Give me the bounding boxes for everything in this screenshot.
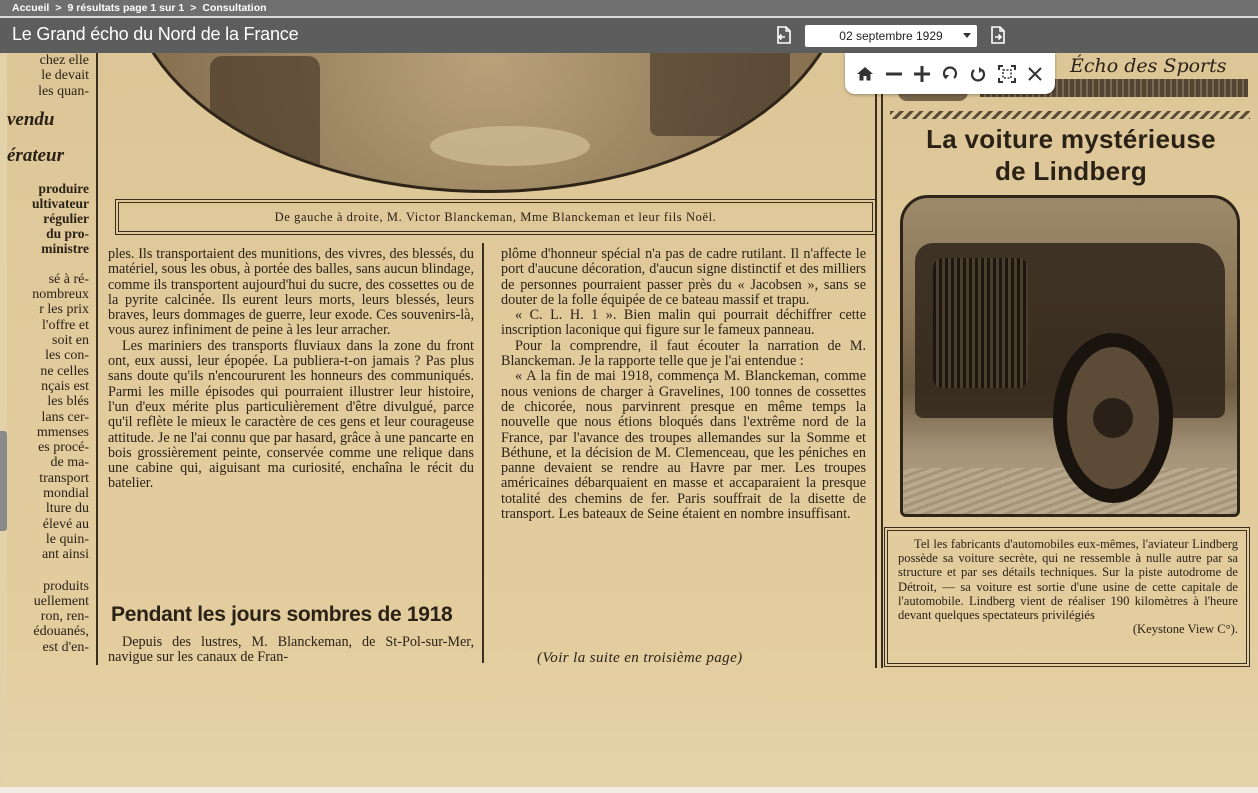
headline-line: de Lindberg <box>994 156 1148 186</box>
breadcrumb <box>0 0 1258 16</box>
left-line: es procé- <box>38 440 89 456</box>
breadcrumb-separator: > <box>190 2 197 14</box>
issue-date-select[interactable] <box>805 25 977 47</box>
fit-screen-button[interactable] <box>995 62 1019 86</box>
left-line: soit en <box>52 333 89 349</box>
article-column-1 <box>108 247 474 492</box>
left-line: lture du <box>45 501 89 517</box>
car-caption <box>887 530 1247 664</box>
left-line: ne celles <box>40 363 89 379</box>
left-line: l'offre et <box>42 317 89 333</box>
close-viewer-button[interactable] <box>1023 62 1047 86</box>
article-paragraph: « A la fin de mai 1918, commença M. Blanckeman, comme nous venions de charger à Gravelines, 100 tonnes de cossettes de chicorée, nous parvinrent presque en même temps la nouvelle que nous étions bloqués dans l'extrême nord de la France, par l'avance des troupes allemandes sur la Somme et Béthune, et la décision de M. Clemenceau, que les péniches en panne devaient se rendre au Havre par mer. Les troupes américaines débarquaient en masse et accaparaient la presque totalité des chemins de fer. Paris souffrait de la disette de transport. Les bateaux de Seine étaient en nombre insuffisant. <box>501 368 866 523</box>
viewer-bottom-edge <box>0 787 1258 793</box>
left-line: nçais est <box>41 378 89 394</box>
fit-screen-icon <box>997 64 1017 84</box>
breadcrumb-results-link[interactable]: 9 résultats page 1 sur 1 <box>67 2 185 14</box>
column-rule <box>482 243 484 663</box>
article-subheading: Pendant les jours sombres de 1918 <box>111 603 453 626</box>
column-rule <box>875 53 877 668</box>
left-top-line: les quan- <box>38 83 89 99</box>
left-line: mmenses <box>36 424 89 440</box>
continued-note: (Voir la suite en troisième page) <box>537 650 743 666</box>
headline-line: La voiture mystérieuse <box>926 124 1216 154</box>
zoom-out-icon <box>884 64 904 84</box>
article-paragraph: « C. L. H. 1 ». Bien malin qui pourrait déchiffrer cette inscription laconique qui figure sur le fameux panneau. <box>501 307 866 339</box>
left-bold-line: du pro- <box>46 225 89 241</box>
article-paragraph: Les mariniers des transports fluviaux dans la zone du front ont, eux aussi, leur épopée. La publiera-t-on jamais ? Pas plus sans doute qu'ils n'encoururent les honneurs des communiqués. Parmi les mille épisodes qui pourraient illustrer leur histoire, l'un d'eux mérite plus particulièrement d'être divulgué, parce qu'il reflète le mieux le caractère de ces gens et leur courageuse attitude. Je ne l'ai connu que par hasard, grâce à une pancarte en bois grossièrement peinte, conservée comme une relique dans une cabine qui, aiguisant ma curiosité, enchaîna le récit du batelier. <box>108 337 474 492</box>
masthead-script: Écho des Sports <box>1070 55 1227 77</box>
rotate-right-icon <box>968 64 988 84</box>
left-line: produits <box>43 578 89 594</box>
left-bold-line: produire <box>38 180 89 196</box>
photo-caption: De gauche à droite, M. Victor Blanckeman, Mme Blanckeman et leur fils Noël. <box>118 202 873 232</box>
left-bold-line: régulier <box>43 210 89 226</box>
zoom-in-button[interactable] <box>910 62 934 86</box>
left-line: ant ainsi <box>41 547 89 563</box>
title-bar <box>0 16 1258 53</box>
left-line: les con- <box>45 348 89 364</box>
photo-caption-box <box>115 199 876 235</box>
chevron-down-icon <box>963 33 971 38</box>
viewer-toolbar <box>845 53 1055 94</box>
left-column-fragment <box>7 53 89 673</box>
left-line: le quin- <box>45 531 89 547</box>
family-photo <box>127 53 847 193</box>
home-button[interactable] <box>853 62 877 86</box>
left-top-line: chez elle <box>39 53 89 68</box>
left-line: est d'en- <box>42 639 89 655</box>
column-rule <box>881 53 883 668</box>
left-heading: érateur <box>7 144 64 166</box>
article-paragraph: plôme d'honneur spécial n'a pas de cadre rutilant. Il n'affecte le port d'aucune décoration, d'aucun signe distinctif et des milliers de personnes pourraient passer près du « Jacobsen », sans se douter de la folle équipée de ce bateau massif et trapu. <box>501 246 866 308</box>
left-line: lans cer- <box>41 409 89 425</box>
breadcrumb-current: Consultation <box>202 2 267 14</box>
left-heading: vendu <box>7 108 55 130</box>
rotate-right-button[interactable] <box>966 62 990 86</box>
left-bold-line: ultivateur <box>32 195 89 211</box>
previous-issue-button[interactable] <box>772 24 794 46</box>
left-line: édouanés, <box>33 624 89 640</box>
article-paragraph: Pour la comprendre, il faut écouter la narration de M. Blanckeman. Je la rapporte telle que je l'ai entendue : <box>501 337 866 370</box>
home-icon <box>855 64 875 84</box>
car-caption-text: Tel les fabricants d'automobiles eux-mêmes, l'aviateur Lindberg possède sa voiture secrète, qui ne ressemble à nulle autre par sa structure et par ses détails techniques. Sur la piste autodrome de Détroit, — sa voiture est sortie d'une usine de cette capitale de l'automobile. Lindberg vient de réaliser 190 kilomètres à l'heure devant quelques spectateurs privilégiés <box>898 537 1238 623</box>
left-line: les blés <box>47 394 89 410</box>
left-line: mondial <box>43 486 89 502</box>
left-line: élevé au <box>42 516 89 532</box>
next-issue-button[interactable] <box>987 24 1009 46</box>
left-top-line: le devait <box>41 68 89 84</box>
left-line: ron, ren- <box>40 609 89 625</box>
car-caption-box <box>884 527 1250 667</box>
masthead-divider <box>890 111 1250 119</box>
close-icon <box>1025 64 1045 84</box>
left-line: nombreux <box>32 287 89 303</box>
zoom-out-button[interactable] <box>882 62 906 86</box>
article-column-2 <box>501 247 866 522</box>
photo-credit: (Keystone View C°). <box>1132 622 1238 637</box>
column-rule <box>96 53 98 665</box>
left-line: de ma- <box>50 455 89 471</box>
issue-date-value: 02 septembre 1929 <box>839 29 943 43</box>
left-line: uellement <box>33 593 89 609</box>
left-bold-line: ministre <box>41 240 89 256</box>
rotate-left-icon <box>940 64 960 84</box>
side-panel-handle[interactable] <box>0 431 7 531</box>
lindberg-headline <box>886 123 1256 187</box>
page-title: Le Grand écho du Nord de la France <box>12 24 299 44</box>
left-line: transport <box>39 470 89 486</box>
document-viewer[interactable] <box>0 53 1258 793</box>
left-line: sé à ré- <box>48 271 89 287</box>
article-column-1-end <box>108 635 474 666</box>
previous-issue-icon <box>772 24 794 46</box>
breadcrumb-separator: > <box>55 2 62 14</box>
article-paragraph: ples. Ils transportaient des munitions, des vivres, des blessés, du matériel, sous les obus, à portée des balles, sans aucun blindage, comme ils transportent aujourd'hui du sucre, des cossettes ou de la pyrite calcinée. Ils eurent leurs morts, leurs blessés, leurs braves, leurs dommages de guerre, leur exode. Ces souvenirs-là, vous aurez infiniment de peine à les leur arracher. <box>108 246 474 339</box>
zoom-in-icon <box>912 64 932 84</box>
next-issue-icon <box>987 24 1009 46</box>
car-photo <box>900 195 1240 517</box>
breadcrumb-home-link[interactable]: Accueil <box>12 2 50 14</box>
newspaper-scan <box>7 53 1258 789</box>
rotate-left-button[interactable] <box>938 62 962 86</box>
article-paragraph: Depuis des lustres, M. Blanckeman, de St-Pol-sur-Mer, navigue sur les canaux de Fran- <box>108 634 474 666</box>
left-line: r les prix <box>39 302 89 318</box>
